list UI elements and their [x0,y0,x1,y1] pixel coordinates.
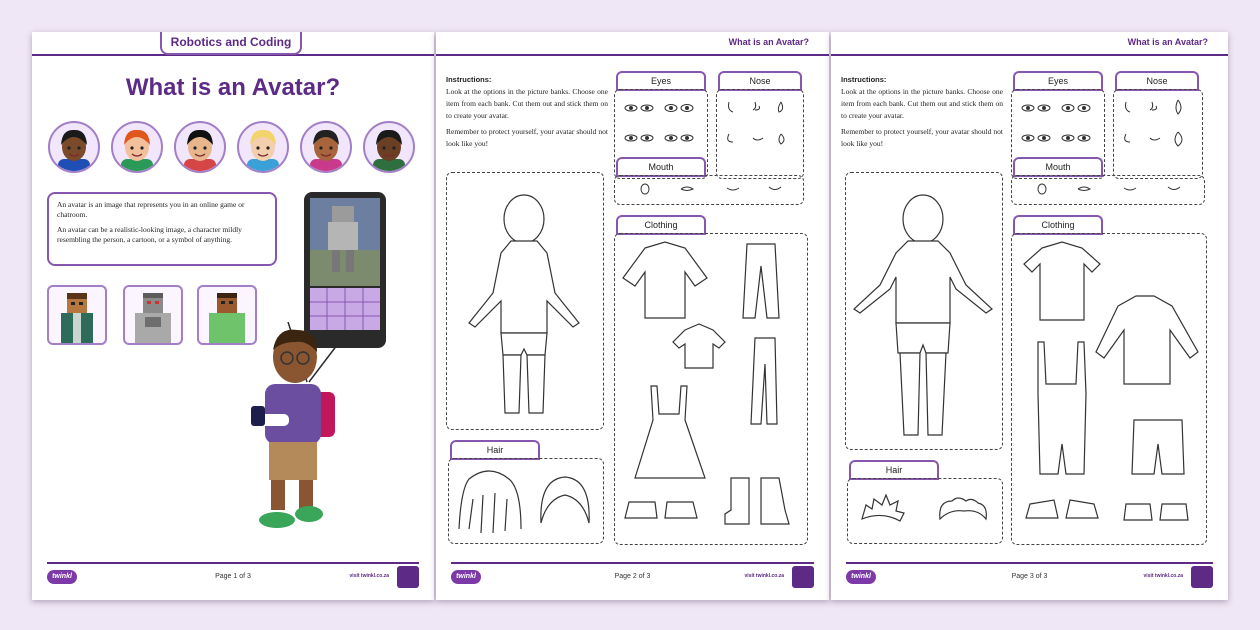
reminder-text: Remember to protect yourself, your avatar should not look like you! [446,127,608,148]
clothing-bank-tab: Clothing [1013,215,1103,233]
nose-bank-tab: Nose [1115,71,1199,89]
website-link[interactable]: visit twinkl.co.za [1143,573,1183,579]
page-footer [47,562,419,590]
instructions-text: Look at the options in the picture banks. Choose one item from each bank. Cut them out and stick them on to create your avatar. [841,87,1003,120]
hair-bank-tab: Hair [450,440,540,458]
mouth-bank-tab: Mouth [616,157,706,175]
page-number: Page 1 of 3 [215,573,251,580]
mouth-bank-tab: Mouth [1013,157,1103,175]
pixel-avatar-1 [47,285,107,345]
page-title: What is an Avatar? [125,74,341,101]
subject-tab: Robotics and Coding [160,32,302,55]
page-number: Page 2 of 3 [614,573,651,580]
eyes-bank-tab: Eyes [616,71,706,89]
avatar-face-3 [174,121,226,173]
avatar-face-1 [48,121,100,173]
hair-bank [448,458,604,544]
body-outline-bank [446,172,604,430]
instructions [446,74,608,154]
twinkl-logo: twinkl [451,570,481,584]
eyes-bank-tab: Eyes [1013,71,1103,89]
instructions [841,74,1003,154]
qr-badge-icon [1191,566,1213,588]
instructions-label: Instructions: [841,75,887,84]
clothing-bank [1011,233,1207,545]
header-title: What is an Avatar? [1127,37,1208,47]
avatar-face-2 [111,121,163,173]
definition-paragraph: An avatar can be a realistic-looking image, a character mildly resembling the person, a cartoon, or a symbol of anything. [57,225,242,244]
definition-paragraph: An avatar is an image that represents you in an online game or chatroom. [57,200,245,219]
page-number: Page 3 of 3 [1011,573,1048,580]
reminder-text: Remember to protect yourself, your avatar should not look like you! [841,127,1003,148]
qr-badge-icon [792,566,814,588]
avatar-face-5 [300,121,352,173]
definition-box [47,192,277,266]
hair-bank [847,478,1003,544]
clothing-bank-tab: Clothing [616,215,706,233]
nose-bank [1113,89,1203,179]
qr-badge-icon [397,566,419,588]
website-link[interactable]: visit twinkl.co.za [349,573,389,579]
instructions-text: Look at the options in the picture banks. Choose one item from each bank. Cut them out and stick them on to create your avatar. [446,87,608,120]
hair-bank-tab: Hair [849,460,939,478]
instructions-label: Instructions: [446,75,492,84]
mouth-bank [1011,175,1205,205]
page-footer [451,562,814,590]
avatar-face-4 [237,121,289,173]
worksheet-page-2 [436,32,829,600]
header-title: What is an Avatar? [728,37,809,47]
nose-bank [716,89,804,179]
twinkl-logo: twinkl [47,570,77,584]
mouth-bank [614,175,804,205]
pixel-avatar-2 [123,285,183,345]
child-with-phone-illustration [237,322,347,547]
worksheet-page-1 [32,32,434,600]
twinkl-logo: twinkl [846,570,876,584]
body-outline-bank [845,172,1003,450]
nose-bank-tab: Nose [718,71,802,89]
avatar-face-6 [363,121,415,173]
clothing-bank [614,233,808,545]
website-link[interactable]: visit twinkl.co.za [744,573,784,579]
page-footer [846,562,1213,590]
worksheet-page-3 [831,32,1228,600]
